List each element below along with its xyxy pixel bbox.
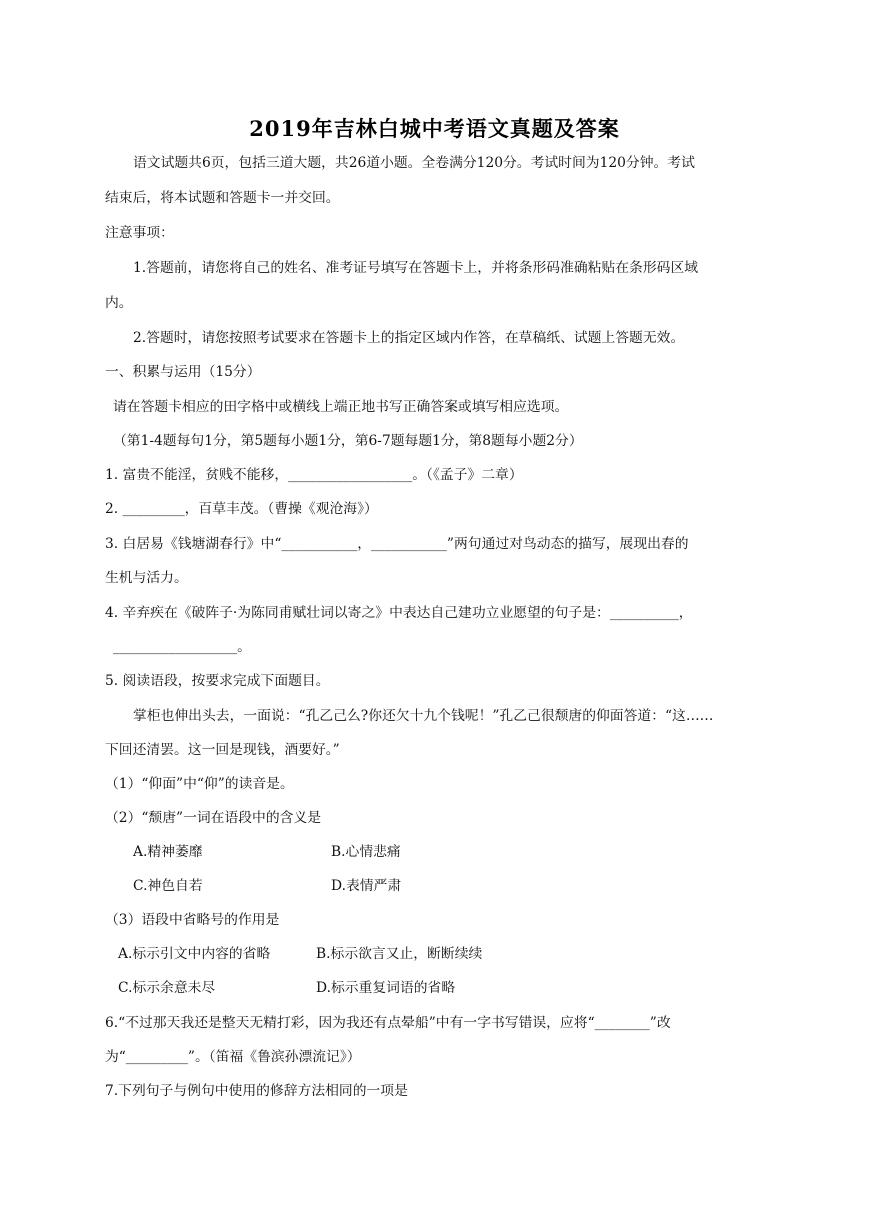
q5-3-option-c: C.标示余意未尽	[118, 980, 216, 996]
question-5-3: （3）语段中省略号的作用是	[105, 912, 280, 928]
q5-3-option-a: A.标示引文中内容的省略	[118, 946, 271, 962]
question-4-line-2: __________________。	[113, 639, 251, 655]
question-1: 1. 富贵不能淫，贫贱不能移，__________________。（《孟子》二章）	[105, 467, 523, 483]
intro-line-2: 结束后，将本试题和答题卡一并交回。	[105, 190, 340, 206]
question-5-passage-line-2: 下回还清罢。这一回是现钱，酒要好。”	[105, 742, 340, 758]
question-5-passage-line-1: 掌柜也伸出头去，一面说：“孔乙己么?你还欠十九个钱呢！”孔乙己很颓唐的仰面答道：“这……	[133, 708, 714, 724]
question-3-line-1: 3. 白居易《钱塘湖春行》中“___________，___________”两句通过对鸟动态的描写，展现出春的	[105, 536, 689, 552]
question-5-1: （1）“仰面”中“仰”的读音是。	[105, 776, 294, 792]
section-1-heading: 一、积累与运用（15分）	[105, 364, 261, 380]
question-5-2: （2）“颓唐”一词在语段中的含义是	[105, 810, 322, 826]
question-3-line-2: 生机与活力。	[105, 570, 188, 586]
section-1-instruction: 请在答题卡相应的田字格中或横线上端正地书写正确答案或填写相应选项。	[113, 399, 569, 415]
q5-2-option-c: C.神色自若	[133, 878, 203, 894]
question-6-line-1: 6.“不过那天我还是整天无精打彩，因为我还有点晕船”中有一字书写错误，应将“________”改	[105, 1015, 671, 1031]
notice-heading: 注意事项：	[105, 225, 174, 241]
notice-1-line-2: 内。	[105, 295, 133, 311]
intro-line-1: 语文试题共6页，包括三道大题，共26道小题。全卷满分120分。考试时间为120分钟。考试	[133, 155, 695, 171]
question-6-line-2: 为“_________”。（笛福《鲁滨孙漂流记》）	[105, 1049, 361, 1065]
page-title: 2019年吉林白城中考语文真题及答案	[249, 116, 620, 141]
notice-1-line-1: 1.答题前，请您将自己的姓名、准考证号填写在答题卡上，并将条形码准确粘贴在条形码区域	[133, 260, 699, 276]
q5-3-option-b: B.标示欲言又止，断断续续	[316, 946, 483, 962]
q5-2-option-b: B.心情悲痛	[331, 844, 401, 860]
question-2: 2. _________，百草丰茂。（曹操《观沧海》）	[105, 501, 378, 517]
q5-2-option-d: D.表情严肃	[331, 878, 402, 894]
q5-2-option-a: A.精神萎靡	[133, 844, 203, 860]
question-4-line-1: 4. 辛弃疾在《破阵子·为陈同甫赋壮词以寄之》中表达自己建功立业愿望的句子是：__________，	[105, 605, 693, 621]
section-1-scoring: （第1-4题每句1分，第5题每小题1分，第6-7题每题1分，第8题每小题2分）	[113, 433, 583, 449]
question-7: 7.下列句子与例句中使用的修辞方法相同的一项是	[105, 1083, 408, 1099]
question-5: 5. 阅读语段，按要求完成下面题目。	[105, 673, 330, 689]
q5-3-option-d: D.标示重复词语的省略	[316, 980, 456, 996]
notice-2: 2.答题时，请您按照考试要求在答题卡上的指定区域内作答，在草稿纸、试题上答题无效。	[133, 330, 685, 346]
